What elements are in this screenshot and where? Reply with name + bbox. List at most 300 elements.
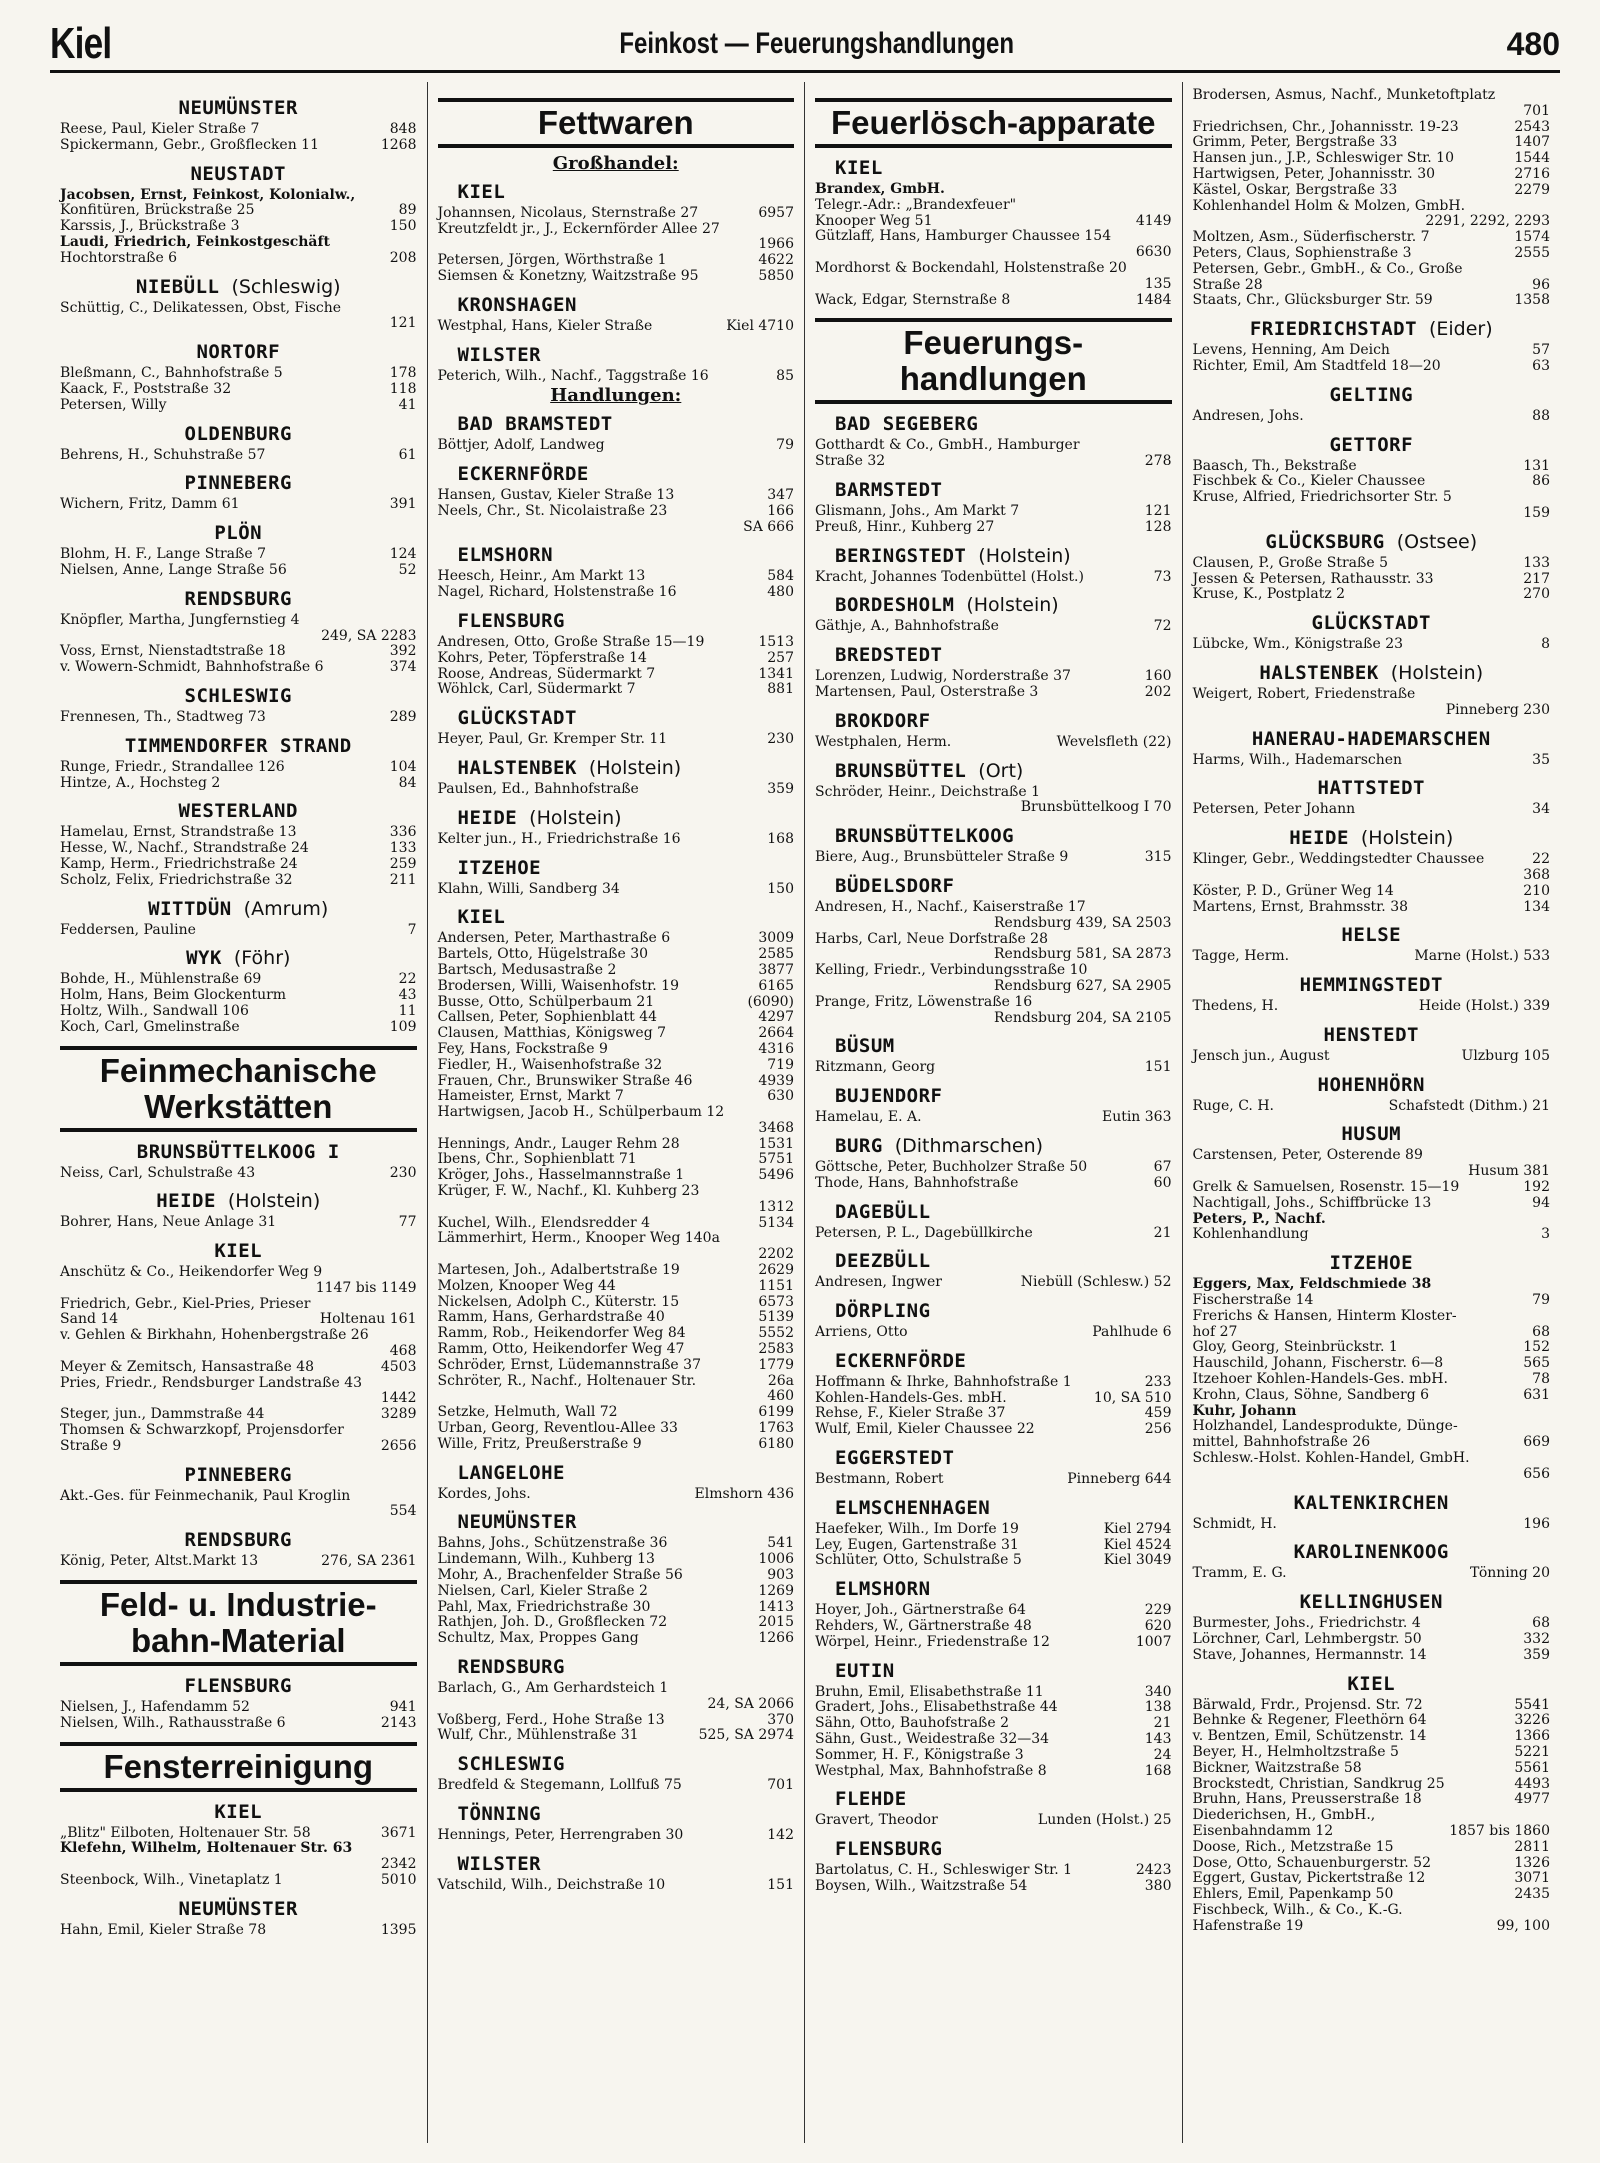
entry-name: Levens, Henning, Am Deich: [1192, 342, 1390, 359]
city-heading: [815, 1350, 1172, 1373]
city-subtitle: (Holstein): [1390, 661, 1484, 684]
entry-name: Brodersen, Asmus, Nachf., Munketoftplatz: [1192, 87, 1496, 103]
city-name: WILSTER: [457, 343, 542, 366]
entry-name: Martensen, Paul, Osterstraße 3: [815, 683, 1039, 700]
entry-phone: 89: [398, 202, 417, 219]
entry-phone: 4149: [1135, 212, 1172, 229]
directory-entry: [815, 1685, 1172, 1701]
directory-entry: [1193, 999, 1551, 1015]
page-header: [50, 18, 1560, 73]
city-name: NEUMÜNSTER: [178, 97, 298, 119]
directory-entry: [815, 1813, 1172, 1829]
directory-entry: [438, 963, 795, 979]
section-title: Feld- u. Industrie-bahn-Material: [60, 1580, 417, 1666]
entry-continuation: 135: [1144, 275, 1172, 292]
city-name: KIEL: [1347, 1672, 1396, 1695]
city-name: BÜDELSDORF: [835, 874, 955, 897]
directory-entry: [1193, 1616, 1551, 1632]
entry-continuation: Husum 381: [1468, 1163, 1550, 1180]
directory-entry: [1193, 1713, 1551, 1729]
directory-entry: [60, 1826, 417, 1842]
entry-phone: 525, SA 2974: [698, 1727, 794, 1744]
city-heading: [815, 413, 1172, 436]
directory-entry: [60, 1328, 417, 1344]
entry-name: Bruhn, Hans, Preusserstraße 18: [1192, 1791, 1422, 1808]
directory-entry: [815, 850, 1172, 866]
entry-phone: 124: [389, 546, 417, 563]
directory-entry: [438, 488, 795, 504]
entry-phone: 1544: [1514, 150, 1550, 167]
city-heading: [815, 760, 1172, 783]
entry-name: Straße 32: [815, 453, 886, 470]
city-heading: [60, 1464, 417, 1487]
entry-phone: 1763: [758, 1420, 794, 1437]
entry-phone: 211: [389, 871, 417, 888]
directory-entry: [60, 825, 417, 841]
entry-name: Rehse, F., Kieler Straße 37: [815, 1405, 1006, 1422]
city-name: SCHLESWIG: [457, 1753, 565, 1776]
city-subtitle: (Amrum): [243, 897, 329, 920]
directory-entry: [60, 1423, 417, 1439]
directory-entry: [815, 1635, 1172, 1651]
entry-phone: Wevelsfleth (22): [1056, 733, 1172, 750]
entry-name: Ehlers, Emil, Papenkamp 50: [1192, 1886, 1394, 1903]
entry-continuation: 468: [389, 1343, 417, 1360]
directory-entry: [438, 1728, 795, 1744]
entry-phone: 152: [1523, 1339, 1550, 1356]
city-subtitle: (Holstein): [227, 1190, 321, 1213]
entry-name: Gloy, Georg, Steinbrückstr. 1: [1192, 1339, 1398, 1356]
directory-entry: [60, 1166, 417, 1182]
city-name: GETTORF: [1329, 433, 1414, 456]
entry-phone: 5221: [1514, 1744, 1550, 1760]
city-heading: [438, 294, 795, 317]
entry-phone: 151: [1144, 1059, 1172, 1076]
entry-name: Andresen, H., Nachf., Kaiserstraße 17: [815, 898, 1086, 915]
entry-name: Sähn, Otto, Bauhofstraße 2: [815, 1715, 1010, 1732]
directory-entry: [1193, 293, 1551, 309]
entry-continuation: 159: [1523, 504, 1550, 521]
directory-entry: [438, 569, 795, 585]
entry-phone: 168: [767, 830, 794, 847]
entry-phone: 2555: [1514, 244, 1550, 261]
city-heading: [1193, 1591, 1551, 1614]
directory-entry: [815, 1060, 1172, 1076]
entry-phone: 620: [1144, 1618, 1172, 1635]
directory-entry: [438, 1828, 795, 1844]
directory-entry: [1193, 1903, 1551, 1919]
city-name: KELLINGHUSEN: [1299, 1591, 1443, 1614]
entry-name: Lübcke, Wm., Königstraße 23: [1192, 636, 1404, 653]
directory-entry: [1193, 459, 1551, 475]
directory-entry: [1193, 1824, 1551, 1840]
city-heading: [815, 644, 1172, 667]
entry-name: Hesse, W., Nachf., Strandstraße 24: [60, 840, 309, 857]
directory-entry: [438, 832, 795, 848]
directory-entry: [1193, 167, 1551, 183]
city-heading: [60, 1675, 417, 1698]
directory-entry: [1193, 1277, 1551, 1293]
directory-entry: [1193, 490, 1551, 506]
directory-entry: [1193, 151, 1551, 167]
entry-continuation: Rendsburg 627, SA 2905: [994, 977, 1172, 994]
entry-phone: 4493: [1514, 1775, 1550, 1792]
entry-name: Hauschild, Johann, Fischerstr. 6—8: [1192, 1355, 1444, 1372]
entry-name: Weigert, Robert, Friedenstraße: [1192, 685, 1416, 702]
entry-name: Grelk & Samuelsen, Rosenstr. 15—19: [1192, 1179, 1460, 1196]
city-name: DAGEBÜLL: [835, 1200, 931, 1223]
city-heading: [1193, 662, 1551, 685]
entry-name: Meyer & Zemitsch, Hansastraße 48: [60, 1358, 315, 1375]
entry-phone: 5552: [758, 1325, 794, 1342]
entry-name: Vatschild, Wilh., Deichstraße 10: [437, 1876, 666, 1893]
city-heading: [1193, 1074, 1551, 1097]
directory-entry: [438, 635, 795, 651]
directory-entry: [815, 963, 1172, 979]
entry-name: Clausen, Matthias, Königsweg 7: [437, 1025, 667, 1042]
directory-entry: [438, 947, 795, 963]
city-name: KAROLINENKOOG: [1293, 1541, 1449, 1564]
entry-name: Friedrichsen, Chr., Johannisstr. 19-23: [1192, 118, 1459, 135]
entry-phone: Marne (Holst.) 533: [1414, 948, 1550, 965]
entry-phone: 459: [1144, 1405, 1172, 1422]
entry-phone: 5134: [758, 1214, 794, 1231]
directory-entry: [815, 454, 1172, 470]
directory-entry: [1193, 1356, 1551, 1372]
city-name: EUTIN: [835, 1659, 895, 1682]
directory-entry: [1193, 1761, 1551, 1777]
city-heading: [60, 472, 417, 495]
city-name: BUJENDORF: [835, 1085, 943, 1108]
city-name: ELMSHORN: [835, 1578, 931, 1601]
directory-entry: [60, 1312, 417, 1328]
header-city: Kiel: [50, 19, 112, 68]
entry-name: Kreutzfeldt jr., J., Eckernförder Allee 27: [437, 220, 720, 237]
entry-name: Blohm, H. F., Lange Straße 7: [60, 546, 266, 563]
entry-name: Hamelau, E. A.: [815, 1109, 922, 1126]
entry-phone: 208: [389, 249, 417, 266]
entry-name: Sommer, H. F., Königstraße 3: [815, 1746, 1024, 1763]
entry-continuation: 2291, 2292, 2293: [1425, 213, 1550, 230]
entry-name: Bruhn, Emil, Elisabethstraße 11: [815, 1683, 1044, 1700]
directory-entry: [60, 1841, 417, 1857]
directory-entry: [438, 1105, 795, 1121]
directory-entry: [438, 438, 795, 454]
directory-entry: [438, 504, 795, 520]
directory-entry: [1193, 1840, 1551, 1856]
city-name: ECKERNFÖRDE: [835, 1349, 967, 1372]
city-name: HEMMINGSTEDT: [1299, 974, 1443, 997]
directory-entry: [60, 841, 417, 857]
entry-phone: 1574: [1514, 229, 1550, 246]
entry-name: Prange, Fritz, Löwenstraße 16: [815, 993, 1033, 1010]
entry-phone: 3226: [1514, 1712, 1550, 1729]
city-name: NEUSTADT: [190, 162, 286, 185]
entry-name: Hartwigsen, Jacob H., Schülperbaum 12: [437, 1104, 725, 1121]
entry-name: Diederichsen, H., GmbH.,: [1192, 1807, 1376, 1824]
directory-entry: [60, 497, 417, 513]
directory-entry: [60, 251, 417, 267]
entry-phone: 4316: [758, 1040, 794, 1057]
directory-entry: [438, 319, 795, 335]
entry-name: Bickner, Waitzstraße 58: [1192, 1759, 1362, 1776]
directory-entry: [1193, 1729, 1551, 1745]
directory-entry: [60, 1004, 417, 1020]
entry-continuation: 656: [1523, 1465, 1550, 1482]
entry-phone: 480: [767, 584, 794, 601]
entry-phone: 332: [1523, 1631, 1550, 1648]
entry-name: Frerichs & Hansen, Hinterm Kloster-: [1192, 1307, 1457, 1324]
column-1: [50, 82, 428, 2143]
city-name: ITZEHOE: [457, 856, 542, 879]
entry-name: Bredfeld & Stegemann, Lollfuß 75: [437, 1777, 682, 1794]
entry-phone: 133: [389, 840, 417, 857]
city-name: BARMSTEDT: [835, 478, 943, 501]
city-heading: [1193, 1252, 1551, 1275]
city-heading: [815, 1300, 1172, 1323]
directory-entry: [815, 1716, 1172, 1732]
entry-phone: 21: [1153, 1224, 1172, 1241]
entry-phone: 278: [1144, 453, 1172, 470]
entry-phone: 2143: [380, 1714, 417, 1731]
entry-phone: Kiel 4524: [1103, 1536, 1172, 1553]
entry-name: Kordes, Johs.: [437, 1485, 531, 1502]
city-name: HOHENHÖRN: [1317, 1073, 1425, 1096]
directory-entry: [438, 1536, 795, 1552]
entry-phone: 2716: [1514, 165, 1550, 182]
directory-entry: [60, 923, 417, 939]
entry-phone: 5850: [758, 267, 794, 284]
directory-entry: [438, 732, 795, 748]
entry-name: Andresen, Johs.: [1192, 407, 1304, 424]
entry-name: Eisenbahndamm 12: [1192, 1822, 1334, 1839]
entry-name: Koch, Carl, Gmelinstraße: [60, 1018, 240, 1035]
entry-name: Thedens, H.: [1192, 998, 1279, 1015]
entry-name: Wack, Edgar, Sternstraße 8: [815, 291, 1011, 308]
entry-phone: 5561: [1514, 1759, 1550, 1776]
directory-entry: [60, 547, 417, 563]
entry-name: Bartsch, Medusastraße 2: [437, 961, 617, 978]
entry-name: Gäthje, A., Bahnhofstraße: [815, 618, 999, 635]
directory-entry: [1193, 1293, 1551, 1309]
entry-phone: 68: [1532, 1323, 1550, 1340]
entry-continuation: 1312: [758, 1198, 794, 1215]
directory-entry: [1193, 556, 1551, 572]
directory-entry: [438, 1263, 795, 1279]
directory-entry: [815, 1522, 1172, 1538]
city-heading: [815, 710, 1172, 733]
city-heading: [1193, 1541, 1551, 1564]
directory-entry: [815, 1538, 1172, 1554]
entry-phone: 128: [1144, 518, 1172, 535]
entry-name: Westphal, Max, Bahnhofstraße 8: [815, 1762, 1047, 1779]
entry-name: Behnke & Regener, Fleethörn 64: [1192, 1712, 1427, 1729]
city-name: BORDESHOLM: [835, 594, 955, 617]
entry-name: Baasch, Th., Bekstraße: [1192, 457, 1357, 474]
entry-name: Hamelau, Ernst, Strandstraße 13: [60, 824, 297, 841]
section-title: Fettwaren: [438, 98, 795, 148]
entry-phone: 73: [1153, 568, 1172, 585]
city-name: EGGERSTEDT: [835, 1447, 955, 1470]
entry-name: Wulf, Emil, Kieler Chaussee 22: [815, 1421, 1035, 1438]
city-subtitle: (Holstein): [978, 544, 1071, 567]
column-2: [428, 82, 806, 2143]
entry-phone: 270: [1523, 586, 1550, 603]
entry-name: Peterich, Wilh., Nachf., Taggstraße 16: [437, 367, 709, 384]
city-heading: [438, 757, 795, 780]
entry-name: Dose, Otto, Schauenburgerstr. 52: [1192, 1854, 1431, 1871]
entry-name: Preuß, Hinr., Kuhberg 27: [815, 518, 995, 535]
city-heading: [815, 1497, 1172, 1520]
entry-name: Lorenzen, Ludwig, Norderstraße 37: [815, 668, 1071, 685]
directory-entry: [1193, 88, 1551, 104]
entry-phone: 903: [767, 1567, 794, 1584]
entry-name: Nachtigall, Johs., Schiffbrücke 13: [1192, 1194, 1432, 1211]
directory-entry: [60, 188, 417, 204]
city-heading: [438, 1753, 795, 1776]
city-heading: [1193, 384, 1551, 407]
entry-name: Hoyer, Joh., Gärtnerstraße 64: [815, 1602, 1026, 1619]
directory-entry: [815, 685, 1172, 701]
subsection-title: Handlungen:: [550, 385, 682, 407]
directory-entry: [1193, 246, 1551, 262]
section-title: Feuerlösch-apparate: [815, 98, 1172, 148]
directory-entry: [1193, 1632, 1551, 1648]
entry-name: Staats, Chr., Glücksburger Str. 59: [1192, 292, 1433, 309]
city-heading: [815, 1447, 1172, 1470]
directory-entry: [1193, 1180, 1551, 1196]
entry-continuation: 1147 bis 1149: [315, 1279, 417, 1296]
city-name: FLENSBURG: [457, 609, 565, 632]
entry-continuation: 368: [1523, 866, 1550, 883]
entry-phone: 359: [1523, 1646, 1550, 1663]
directory-entry: [438, 1058, 795, 1074]
entry-phone: 1413: [758, 1598, 794, 1615]
entry-phone: 8: [1541, 636, 1550, 653]
entry-name: Nielsen, Wilh., Rathausstraße 6: [60, 1714, 286, 1731]
entry-phone: 941: [389, 1699, 417, 1716]
entry-name: Scholz, Felix, Friedrichstraße 32: [60, 871, 293, 888]
entry-name: Bohrer, Hans, Neue Anlage 31: [60, 1214, 277, 1231]
directory-entry: [60, 1873, 417, 1889]
entry-name: Hartwigsen, Peter, Johannisstr. 30: [1192, 165, 1436, 182]
city-name: FLENSBURG: [835, 1838, 943, 1861]
entry-phone: 347: [767, 486, 794, 503]
city-heading: [60, 423, 417, 446]
entry-name: Petersen, P. L., Dagebüllkirche: [815, 1224, 1033, 1241]
directory-entry: [438, 1878, 795, 1894]
directory-entry: [438, 1137, 795, 1153]
directory-entry: [438, 1026, 795, 1042]
entry-name: Kelter jun., H., Friedrichstraße 16: [437, 830, 681, 847]
entry-phone: (6090): [747, 993, 794, 1010]
entry-name: Paulsen, Ed., Bahnhofstraße: [437, 780, 639, 797]
entry-name: Glismann, Johs., Am Markt 7: [815, 502, 1020, 519]
directory-entry: [815, 619, 1172, 635]
directory-entry: [438, 369, 795, 385]
entry-name: Burmester, Johs., Friedrichstr. 4: [1192, 1615, 1421, 1632]
entry-phone: 4977: [1514, 1791, 1550, 1808]
city-heading: [1193, 728, 1551, 751]
entry-phone: Pinneberg 644: [1067, 1471, 1172, 1488]
directory-entry: [815, 735, 1172, 751]
directory-entry: [60, 1489, 417, 1505]
entry-phone: Niebüll (Schlesw.) 52: [1020, 1274, 1172, 1291]
directory-entry: [438, 1152, 795, 1168]
city-heading: [815, 875, 1172, 898]
entry-phone: 63: [1532, 357, 1550, 374]
entry-name: Gravert, Theodor: [815, 1812, 938, 1829]
entry-phone: 392: [389, 643, 417, 660]
city-name: BÜSUM: [835, 1035, 895, 1058]
directory-entry: [60, 857, 417, 873]
entry-name: Andresen, Otto, Große Straße 15—19: [437, 633, 705, 650]
entry-name: Voßberg, Ferd., Hohe Straße 13: [437, 1711, 665, 1728]
entry-phone: 4503: [380, 1358, 417, 1375]
entry-name: Callsen, Peter, Sophienblatt 44: [437, 1009, 658, 1026]
entry-name: Kracht, Johannes Todenbüttel (Holst.): [815, 568, 1084, 585]
entry-name: Petersen, Willy: [60, 396, 167, 413]
entry-phone: 2664: [758, 1025, 794, 1042]
city-name: ECKERNFÖRDE: [457, 462, 589, 485]
city-heading: [1193, 531, 1551, 554]
city-name: ELMSCHENHAGEN: [835, 1496, 991, 1519]
entry-name: Mohr, A., Brachenfelder Straße 56: [437, 1567, 683, 1584]
entry-phone: 79: [1532, 1292, 1550, 1309]
city-heading: [1193, 612, 1551, 635]
directory-entry: [1193, 183, 1551, 199]
city-name: FLEHDE: [835, 1788, 907, 1811]
directory-entry: [815, 520, 1172, 536]
directory-entry: [1193, 1517, 1551, 1533]
entry-phone: 168: [1144, 1762, 1172, 1779]
directory-entry: [815, 1422, 1172, 1438]
city-heading: [438, 1511, 795, 1534]
directory-entry: [815, 1176, 1172, 1192]
entry-phone: 210: [1523, 882, 1550, 899]
directory-entry: [1193, 1340, 1551, 1356]
entry-phone: 5496: [758, 1167, 794, 1184]
directory-entry: [60, 366, 417, 382]
entry-phone: 26a: [767, 1372, 794, 1389]
entry-phone: 541: [767, 1535, 794, 1552]
entry-name: König, Peter, Altst.Markt 13: [60, 1553, 259, 1570]
city-heading: [438, 1853, 795, 1876]
city-name: TIMMENDORFER STRAND: [124, 734, 352, 757]
directory-entry: [438, 782, 795, 798]
directory-entry: [1193, 343, 1551, 359]
directory-entry: [60, 203, 417, 219]
section-title: Fensterreinigung: [60, 1742, 417, 1792]
entry-phone: 52: [398, 561, 417, 578]
city-heading: [60, 163, 417, 186]
directory-entry: [1193, 199, 1551, 215]
directory-entry: [60, 235, 417, 251]
entry-name: Schröder, Ernst, Lüdemannstraße 37: [437, 1356, 701, 1373]
section-title: Feuerungs-handlungen: [815, 318, 1172, 404]
directory-entry: [438, 1487, 795, 1503]
directory-entry: [438, 206, 795, 222]
city-heading: [438, 413, 795, 436]
directory-entry: [1193, 587, 1551, 603]
city-name: RENDSBURG: [457, 1656, 565, 1678]
entry-name: Bartolatus, C. H., Schleswiger Str. 1: [815, 1862, 1073, 1879]
city-heading: [60, 341, 417, 364]
entry-phone: 7: [407, 921, 417, 938]
entry-name: Setzke, Helmuth, Wall 72: [437, 1404, 618, 1421]
entry-phone: 166: [767, 502, 794, 519]
entry-continuation: SA 666: [743, 518, 794, 535]
